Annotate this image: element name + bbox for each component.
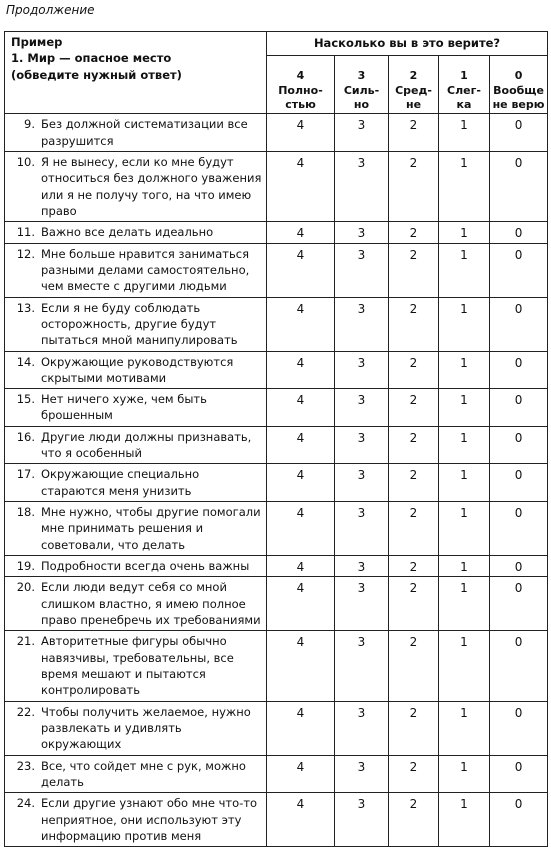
statement-cell [5,502,267,556]
option-value: 2 [409,69,418,82]
answer-option-4[interactable]: 4 [267,701,335,755]
table-row [5,222,548,243]
statement-number: 21. [16,634,35,649]
statement-text: Без должной систематизации все разрушится [41,117,248,148]
statement-number: 19. [16,559,35,574]
statement-number: 24. [16,796,35,811]
option-label: Полно- [278,83,323,97]
option-value: 4 [296,69,305,82]
statement-cell [5,577,267,631]
statement-number: 23. [16,758,35,773]
statement-number: 22. [16,704,35,719]
option-label: ка [456,98,472,112]
answer-option-3[interactable]: 3 [335,577,389,631]
statement-number: 17. [16,467,35,482]
answer-option-0[interactable]: 0 [490,389,548,427]
statement-cell [5,631,267,701]
answer-option-1[interactable]: 1 [439,793,490,847]
statement-cell [5,297,267,351]
statement-text: Если я не буду соблюдать осторожность, другие будут пытаться мной манипулировать [41,300,238,348]
option-label: Сред- [395,83,432,97]
table-row [5,351,548,389]
table-row [5,701,548,755]
option-label: Вообще [493,83,544,97]
answer-option-4[interactable]: 4 [267,577,335,631]
answer-option-4[interactable]: 4 [267,556,335,577]
answer-option-3[interactable]: 3 [335,464,389,502]
statement-number: 20. [16,580,35,595]
statement-cell [5,351,267,389]
answer-option-1[interactable]: 1 [439,351,490,389]
option-label: не [405,98,422,112]
statement-cell [5,556,267,577]
answer-option-2[interactable]: 2 [389,631,439,701]
statement-number: 18. [16,505,35,520]
table-row [5,631,548,701]
statement-cell [5,755,267,793]
statement-cell [5,151,267,221]
answer-option-3[interactable]: 3 [335,701,389,755]
answer-option-2[interactable]: 2 [389,243,439,297]
answer-option-4[interactable]: 4 [267,502,335,556]
answer-option-0[interactable]: 0 [490,351,548,389]
answer-option-2[interactable]: 2 [389,222,439,243]
answer-option-3[interactable]: 3 [335,631,389,701]
answer-option-0[interactable]: 0 [490,793,548,847]
answer-option-3[interactable]: 3 [335,151,389,221]
answer-option-4[interactable]: 4 [267,389,335,427]
statement-text: Если другие узнают обо мне что-то неприятное, они используют эту информацию против меня [41,796,258,844]
answer-option-0[interactable]: 0 [490,556,548,577]
statement-text: Окружающие руководствуются скрытыми мотивами [41,354,234,385]
answer-option-3[interactable]: 3 [335,222,389,243]
answer-option-1[interactable]: 1 [439,297,490,351]
answer-option-2[interactable]: 2 [389,351,439,389]
option-header-4 [267,56,335,114]
statement-text: Чтобы получить желаемое, нужно развлекать и удивлять окружающих [41,704,251,752]
table-row [5,755,548,793]
option-label: не верю [492,98,545,112]
answer-option-4[interactable]: 4 [267,793,335,847]
answer-option-1[interactable]: 1 [439,577,490,631]
answer-option-0[interactable]: 0 [490,464,548,502]
option-header-0 [490,56,548,114]
table-row [5,502,548,556]
answer-option-1[interactable]: 1 [439,556,490,577]
statement-text: Окружающие специально стараются меня унизить [41,467,200,498]
answer-option-1[interactable]: 1 [439,755,490,793]
answer-option-3[interactable]: 3 [335,297,389,351]
statement-number: 9. [24,117,35,132]
statement-number: 10. [16,154,35,169]
answer-option-0[interactable]: 0 [490,577,548,631]
answer-option-2[interactable]: 2 [389,297,439,351]
answer-option-1[interactable]: 1 [439,426,490,464]
example-header-cell [5,32,267,114]
answer-option-1[interactable]: 1 [439,389,490,427]
answer-option-0[interactable]: 0 [490,502,548,556]
beliefs-questionnaire-table [4,31,548,847]
answer-option-0[interactable]: 0 [490,297,548,351]
answer-option-4[interactable]: 4 [267,464,335,502]
answer-option-2[interactable]: 2 [389,556,439,577]
answer-option-1[interactable]: 1 [439,222,490,243]
table-row [5,243,548,297]
answer-option-0[interactable]: 0 [490,243,548,297]
statement-cell [5,222,267,243]
answer-option-2[interactable]: 2 [389,577,439,631]
answer-option-0[interactable]: 0 [490,755,548,793]
table-row [5,464,548,502]
scale-title: Насколько вы в это верите? [267,32,548,56]
answer-option-1[interactable]: 1 [439,701,490,755]
answer-option-0[interactable]: 0 [490,701,548,755]
option-label: Силь- [343,83,380,97]
option-label: но [353,98,370,112]
statement-cell [5,464,267,502]
answer-option-1[interactable]: 1 [439,151,490,221]
answer-option-3[interactable]: 3 [335,389,389,427]
statement-cell [5,426,267,464]
answer-option-1[interactable]: 1 [439,502,490,556]
answer-option-2[interactable]: 2 [389,793,439,847]
answer-option-4[interactable]: 4 [267,755,335,793]
answer-option-1[interactable]: 1 [439,114,490,152]
statement-cell [5,243,267,297]
answer-option-0[interactable]: 0 [490,114,548,152]
table-row [5,114,548,152]
answer-option-2[interactable]: 2 [389,701,439,755]
continuation-caption: Продолжение [6,3,95,17]
example-header-line: 1. Мир — опасное место [11,51,172,66]
answer-option-4[interactable]: 4 [267,297,335,351]
answer-option-0[interactable]: 0 [490,151,548,221]
table-row [5,793,548,847]
option-value: 0 [514,69,523,82]
answer-option-1[interactable]: 1 [439,631,490,701]
statement-cell [5,701,267,755]
option-label: Слег- [447,83,481,97]
statement-text: Авторитетные фигуры обычно навязчивы, требовательны, все время мешают и пытаются контролировать [41,634,234,698]
answer-option-1[interactable]: 1 [439,464,490,502]
statement-text: Важно все делать идеально [41,225,214,240]
answer-option-4[interactable]: 4 [267,631,335,701]
answer-option-3[interactable]: 3 [335,502,389,556]
option-value: 3 [357,69,366,82]
statement-text: Мне нужно, чтобы другие помогали мне принимать решения и советовали, что делать [41,505,261,552]
statement-cell [5,389,267,427]
statement-cell [5,114,267,152]
answer-option-4[interactable]: 4 [267,426,335,464]
statement-text: Подробности всегда очень важны [41,559,250,574]
answer-option-1[interactable]: 1 [439,243,490,297]
statement-text: Я не вынесу, если ко мне будут относиться без должного уважения или я не получу того, на что имею право [41,154,262,218]
answer-option-2[interactable]: 2 [389,464,439,502]
answer-option-3[interactable]: 3 [335,351,389,389]
statement-number: 11. [16,225,35,240]
statement-number: 16. [16,429,35,444]
answer-option-0[interactable]: 0 [490,222,548,243]
example-header-line: Пример [11,35,63,49]
answer-option-3[interactable]: 3 [335,426,389,464]
statement-text: Мне больше нравится заниматься разными делами самостоятельно, чем вместе с другими людьми [41,246,250,294]
answer-option-2[interactable]: 2 [389,502,439,556]
statement-number: 15. [16,392,35,407]
answer-option-2[interactable]: 2 [389,114,439,152]
table-row [5,556,548,577]
answer-option-2[interactable]: 2 [389,755,439,793]
answer-option-4[interactable]: 4 [267,351,335,389]
header-row-top [5,32,548,56]
table-row [5,389,548,427]
option-header-3 [335,56,389,114]
statement-cell [5,793,267,847]
example-header-line: (обведите нужный ответ) [11,67,182,82]
answer-option-4[interactable]: 4 [267,114,335,152]
answer-option-3[interactable]: 3 [335,114,389,152]
answer-option-3[interactable]: 3 [335,755,389,793]
answer-option-3[interactable]: 3 [335,556,389,577]
answer-option-4[interactable]: 4 [267,222,335,243]
statement-text: Нет ничего хуже, чем быть брошенным [41,392,207,423]
option-value: 1 [460,69,468,82]
answer-option-0[interactable]: 0 [490,631,548,701]
statement-number: 13. [16,300,35,315]
table-row [5,297,548,351]
statement-number: 12. [16,246,35,261]
table-row [5,426,548,464]
statement-text: Все, что сойдет мне с рук, можно делать [41,758,246,790]
answer-option-4[interactable]: 4 [267,243,335,297]
answer-option-2[interactable]: 2 [389,389,439,427]
option-label: стью [285,98,316,112]
answer-option-4[interactable]: 4 [267,151,335,221]
table-row [5,577,548,631]
answer-option-3[interactable]: 3 [335,793,389,847]
option-header-1 [439,56,490,114]
statement-text: Если люди ведут себя со мной слишком властно, я имею полное право пренебречь их требованиями [41,580,261,628]
table-row [5,151,548,221]
statement-text: Другие люди должны признавать, что я особенный [41,429,252,461]
statement-number: 14. [16,354,35,369]
answer-option-2[interactable]: 2 [389,151,439,221]
answer-option-2[interactable]: 2 [389,426,439,464]
option-header-2 [389,56,439,114]
answer-option-0[interactable]: 0 [490,426,548,464]
answer-option-3[interactable]: 3 [335,243,389,297]
